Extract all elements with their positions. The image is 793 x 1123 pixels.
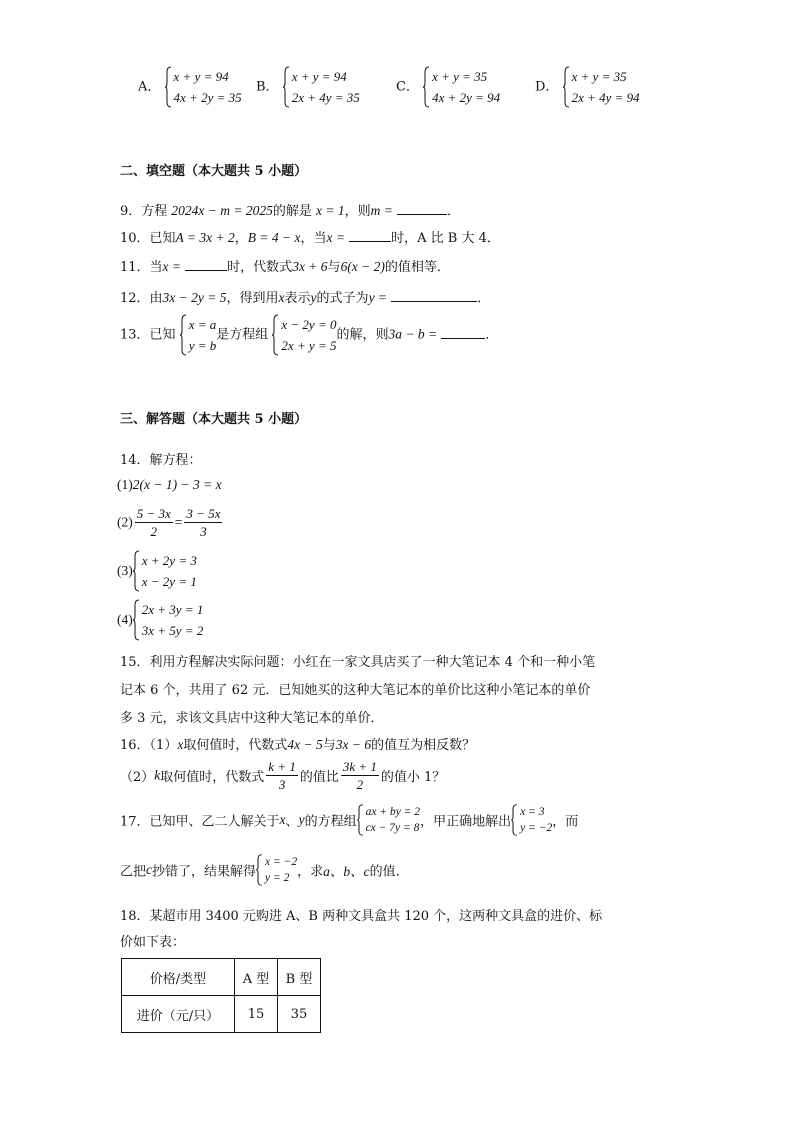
q17-vars: a、b、c	[323, 864, 370, 879]
q17-c: c	[146, 862, 153, 877]
q9-number: 9．方程	[120, 204, 172, 219]
q17-text4: ，而	[552, 814, 579, 830]
q14-p4-label: (4)	[117, 612, 133, 627]
q11-number: 11．当	[120, 260, 163, 275]
q16-fraction-1	[266, 758, 298, 793]
q13-text2: 的解，则	[336, 327, 389, 343]
q10-expr-a: A = 3x + 2	[175, 230, 235, 245]
option-b-eq1: x + y = 94	[291, 69, 347, 84]
table-cell: 35	[278, 996, 321, 1033]
q11-expr1: 3x + 6	[292, 259, 328, 274]
q17-l2-text3: ，求	[297, 864, 324, 880]
q15-line-3: 多 3 元，求该文具店中这种大笔记本的单价．	[120, 711, 384, 726]
brace-icon	[180, 314, 187, 356]
option-c-system	[423, 66, 500, 108]
q10-tail: A 比 B 大 4．	[417, 231, 500, 246]
q11-tail: 的值相等．	[384, 260, 450, 275]
option-c[interactable]	[396, 66, 500, 108]
option-b-label: B．	[256, 79, 279, 95]
q16-expr1: 4x − 5	[287, 737, 323, 752]
q17-sys3-row2: y = 2	[265, 872, 290, 884]
q14-part-4	[117, 599, 203, 641]
q16-f1-num: k + 1	[268, 759, 296, 774]
q14-p4-eq1: 2x + 3y = 1	[141, 602, 204, 617]
option-a-eq1: x + y = 94	[173, 69, 229, 84]
q13-system-1	[180, 314, 217, 356]
table-header-cell: 价格/类型	[122, 959, 235, 996]
q16-f1-den: 3	[278, 777, 286, 792]
q12-equation: 3x − 2y = 5	[162, 290, 227, 305]
q14-p2-label: (2)	[117, 514, 133, 530]
question-12	[120, 287, 490, 306]
q14-part-2	[117, 505, 224, 540]
q14-p4-system	[133, 599, 204, 641]
q16-f2-num: 3k + 1	[342, 759, 377, 774]
q13-text: 是方程组	[216, 327, 269, 343]
option-d[interactable]	[535, 66, 640, 108]
q18-line-2: 价如下表：	[120, 935, 186, 950]
q14-title: 14．解方程：	[120, 453, 202, 468]
q13-system-2	[272, 314, 336, 356]
q17-y: y	[298, 812, 305, 827]
option-d-eq2: 2x + 4y = 94	[571, 90, 640, 105]
q16-x: x	[177, 737, 184, 752]
q16-p2-text: 取何值时，代数式	[160, 770, 265, 785]
q9-text2: ，则	[344, 204, 371, 219]
table-cell: 15	[235, 996, 278, 1033]
q11-text: 时，代数式	[227, 260, 293, 275]
q17-sys1-row1: ax + by = 2	[365, 806, 421, 818]
q11-variable: x =	[162, 259, 182, 274]
q9-answer-blank[interactable]	[397, 202, 447, 215]
table-header-row	[122, 959, 321, 996]
question-11	[120, 256, 450, 275]
q17-line-1	[120, 804, 578, 836]
q17-sys3-row1: x = −2	[265, 856, 298, 868]
q11-and: 与	[327, 260, 341, 275]
q10-variable: x =	[326, 230, 345, 245]
q17-sys1-row2: cx − 7y = 8	[365, 822, 420, 834]
q14-p3-eq1: x + 2y = 3	[141, 553, 197, 568]
q14-p2-fraction-left	[135, 505, 173, 540]
q13-expr: 3a − b =	[388, 326, 438, 342]
q17-text3: ，甲正确地解出	[420, 814, 512, 830]
brace-icon	[357, 804, 364, 836]
q14-p3-system	[133, 550, 197, 592]
q17-system-2	[511, 804, 552, 836]
q14-p2-num1: 5 − 3x	[136, 506, 171, 521]
q17-l2-end: 的值.	[369, 864, 400, 880]
q13-end: ．	[485, 327, 499, 343]
q9-text: 的解是	[272, 204, 317, 219]
q17-text: 17．已知甲、乙二人解关于	[120, 814, 280, 830]
question-10	[120, 227, 500, 246]
q14-p2-num2: 3 − 5x	[186, 506, 221, 521]
q12-x: x	[278, 290, 285, 305]
q12-answer-blank[interactable]	[391, 289, 477, 302]
option-b[interactable]	[256, 66, 360, 108]
q16-number: 16．（1）	[120, 738, 178, 753]
q10-text: ，当	[300, 231, 327, 246]
option-a[interactable]	[138, 66, 242, 108]
q10-number: 10．已知	[120, 231, 176, 246]
q13-sys2-row2: 2x + y = 5	[281, 338, 337, 353]
table-header-cell: B 型	[278, 959, 321, 996]
table-header-cell: A 型	[235, 959, 278, 996]
option-a-eq2: 4x + 2y = 35	[173, 90, 242, 105]
option-a-label: A．	[138, 79, 161, 95]
option-c-label: C．	[396, 79, 419, 95]
section-2-title: 二、填空题（本大题共 5 小题）	[120, 164, 308, 179]
q14-p2-den1: 2	[150, 524, 158, 539]
q16-p2-tail: 的值小 1？	[380, 770, 446, 785]
q12-number: 12．由	[120, 291, 163, 306]
q9-solution: x = 1	[316, 203, 345, 218]
q17-text2: 的方程组	[304, 814, 357, 830]
q17-system-3	[256, 854, 297, 886]
q11-answer-blank[interactable]	[185, 258, 227, 271]
q17-l2-text2: 抄错了，结果解得	[152, 864, 257, 880]
q10-comma: ，	[234, 231, 248, 246]
question-9	[120, 200, 460, 219]
q17-sep: 、	[285, 814, 299, 830]
option-c-eq1: x + y = 35	[432, 69, 488, 84]
brace-icon	[511, 804, 518, 836]
q14-part-3	[117, 550, 197, 592]
q16-p2-number: （2）	[120, 770, 155, 785]
question-13	[120, 314, 498, 356]
brace-icon	[283, 66, 290, 108]
q10-expr-b: B = 4 − x	[247, 230, 301, 245]
q9-variable: m =	[370, 203, 393, 218]
option-d-label: D．	[535, 79, 559, 95]
q15-line-1: 15．利用方程解决实际问题：小红在一家文具店买了一种大笔记本 4 个和一种小笔	[120, 655, 596, 670]
option-d-system	[563, 66, 640, 108]
q17-system-1	[357, 804, 420, 836]
q13-sys1-row1: x = a	[188, 317, 217, 332]
q17-x: x	[279, 812, 286, 827]
option-d-eq1: x + y = 35	[571, 69, 627, 84]
q14-p2-fraction-right	[184, 505, 222, 540]
section-3-title: 三、解答题（本大题共 5 小题）	[120, 412, 308, 427]
q9-end: ．	[447, 204, 461, 219]
q13-answer-blank[interactable]	[441, 326, 485, 339]
q12-end: ．	[477, 291, 491, 306]
q16-part-2	[120, 758, 445, 793]
brace-icon	[256, 854, 263, 886]
q14-part-1	[117, 477, 222, 493]
q12-text2: 表示	[284, 291, 311, 306]
q12-text: ，得到用	[226, 291, 279, 306]
q18-line-1: 18．某超市用 3400 元购进 A、B 两种文具盒共 120 个，这两种文具盒的进价、标	[120, 909, 603, 924]
q14-p2-den2: 3	[200, 524, 207, 539]
q14-p2-equals: =	[174, 514, 183, 530]
q16-text: 取何值时，代数式	[183, 738, 288, 753]
q17-sys2-row2: y = −2	[520, 822, 553, 834]
option-b-eq2: 2x + 4y = 35	[291, 90, 360, 105]
q17-sys2-row1: x = 3	[520, 806, 545, 818]
q16-tail: 的值互为相反数？	[371, 738, 476, 753]
table-cell: 进价（元/只）	[122, 996, 235, 1033]
q14-p1-equation: 2(x − 1) − 3 = x	[132, 477, 222, 492]
q12-text3: 的式子为	[316, 291, 369, 306]
q13-sys1-row2: y = b	[188, 338, 217, 353]
q14-p3-eq2: x − 2y = 1	[141, 574, 197, 589]
q13-sys2-row1: x − 2y = 0	[281, 317, 337, 332]
q9-equation: 2024x − m = 2025	[171, 203, 273, 218]
table-row	[122, 996, 321, 1033]
q12-y: y	[310, 290, 317, 305]
brace-icon	[272, 314, 279, 356]
q16-k: k	[154, 767, 161, 783]
brace-icon	[423, 66, 430, 108]
q10-answer-blank[interactable]	[349, 229, 391, 242]
q17-l2-text: 乙把	[120, 864, 147, 880]
q11-expr2: 6(x − 2)	[340, 259, 385, 274]
option-a-system	[165, 66, 242, 108]
q16-and: 与	[322, 738, 336, 753]
brace-icon	[165, 66, 172, 108]
q15-line-2: 记本 6 个，共用了 62 元．已知她买的这种大笔记本的单价比这种小笔记本的单价	[120, 683, 591, 698]
brace-icon	[133, 599, 140, 641]
q14-p3-label: (3)	[117, 563, 133, 578]
q14-p1-label: (1)	[117, 477, 133, 492]
q13-number: 13．已知	[120, 327, 176, 343]
option-b-system	[283, 66, 360, 108]
brace-icon	[563, 66, 570, 108]
q16-f2-den: 2	[356, 777, 364, 792]
brace-icon	[133, 550, 140, 592]
price-table	[121, 958, 321, 1033]
q10-text2: 时，	[391, 231, 418, 246]
q16-fraction-2	[341, 758, 379, 793]
option-c-eq2: 4x + 2y = 94	[432, 90, 501, 105]
q16-part-1	[120, 734, 475, 753]
q16-expr2: 3x − 6	[335, 737, 372, 752]
q12-variable: y =	[368, 290, 388, 305]
q17-line-2	[120, 854, 400, 886]
q14-p4-eq2: 3x + 5y = 2	[141, 623, 204, 638]
q16-p2-text2: 的值比	[299, 770, 339, 785]
